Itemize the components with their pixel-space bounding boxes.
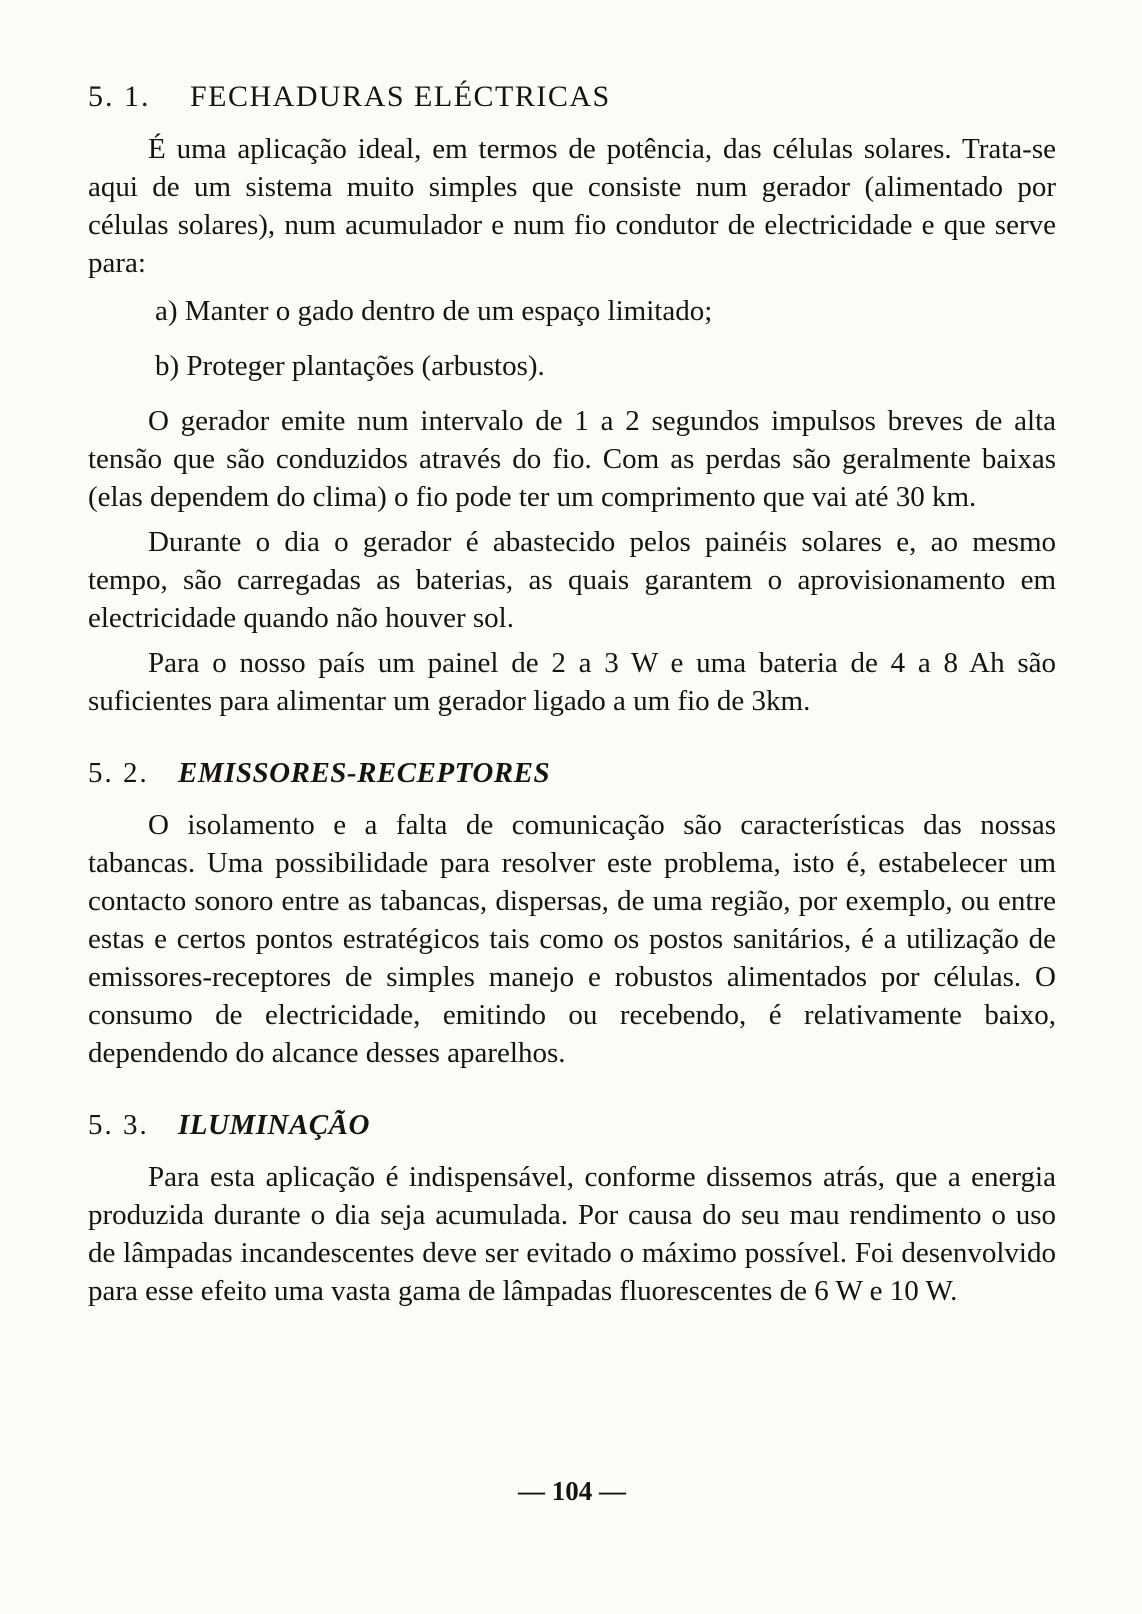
section-title: FECHADURAS ELÉCTRICAS xyxy=(190,80,611,113)
paragraph: O gerador emite num intervalo de 1 a 2 segundos impulsos breves de alta tensão que são conduzidos através do fio. Com as perdas são geralmente baixas (elas dependem do clima) o fio pode ter um comprimento que vai até 30 km. xyxy=(88,405,1056,513)
section-title: ILUMINAÇÃO xyxy=(178,1109,370,1141)
paragraph: Durante o dia o gerador é abastecido pelos painéis solares e, ao mesmo tempo, são carregadas as baterias, as quais garantem o aprovisionamento em electricidade quando não houver sol. xyxy=(88,526,1056,634)
paragraph: O isolamento e a falta de comunicação são características das nossas tabancas. Uma possibilidade para resolver este problema, isto é, estabelecer um contacto sonoro entre as tabancas, dispersas, de uma região, por exemplo, ou entre estas e certos pontos estratégicos tais como os postos sanitários, é a utilização de emissores-receptores de simples manejo e robustos alimentados por células. O consumo de electricidade, emitindo ou recebendo, é relativamente baixo, dependendo do alcance desses aparelhos. xyxy=(88,809,1056,1069)
paragraph: Para o nosso país um painel de 2 a 3 W e uma bateria de 4 a 8 Ah são suficientes para alimentar um gerador ligado a um fio de 3km. xyxy=(88,647,1056,717)
paragraph: É uma aplicação ideal, em termos de potência, das células solares. Trata-se aqui de um sistema muito simples que consiste num gerador (alimentado por células solares), num acumulador e num fio condutor de electricidade e que serve para: xyxy=(88,133,1056,279)
page-number-text: — 104 — xyxy=(518,1476,626,1506)
section-heading-iluminacao xyxy=(88,1106,1056,1144)
page-number xyxy=(88,1472,1056,1510)
list-item: a) Manter o gado dentro de um espaço limitado; xyxy=(155,295,713,327)
section-heading-emissores xyxy=(88,754,1056,792)
section-number: 5. 2. xyxy=(88,757,149,789)
section-heading-fechaduras xyxy=(88,78,1056,116)
paragraph: Para esta aplicação é indispensável, conforme dissemos atrás, que a energia produzida durante o dia seja acumulada. Por causa do seu mau rendimento o uso de lâmpadas incandescentes deve ser evitado o máximo possível. Foi desenvolvido para esse efeito uma vasta gama de lâmpadas fluorescentes de 6 W e 10 W. xyxy=(88,1161,1056,1307)
list-item: b) Proteger plantações (arbustos). xyxy=(155,350,545,382)
section-title: EMISSORES-RECEPTORES xyxy=(178,757,551,789)
list xyxy=(88,292,1056,385)
section-number: 5. 1. xyxy=(88,80,151,113)
section-number: 5. 3. xyxy=(88,1109,149,1141)
